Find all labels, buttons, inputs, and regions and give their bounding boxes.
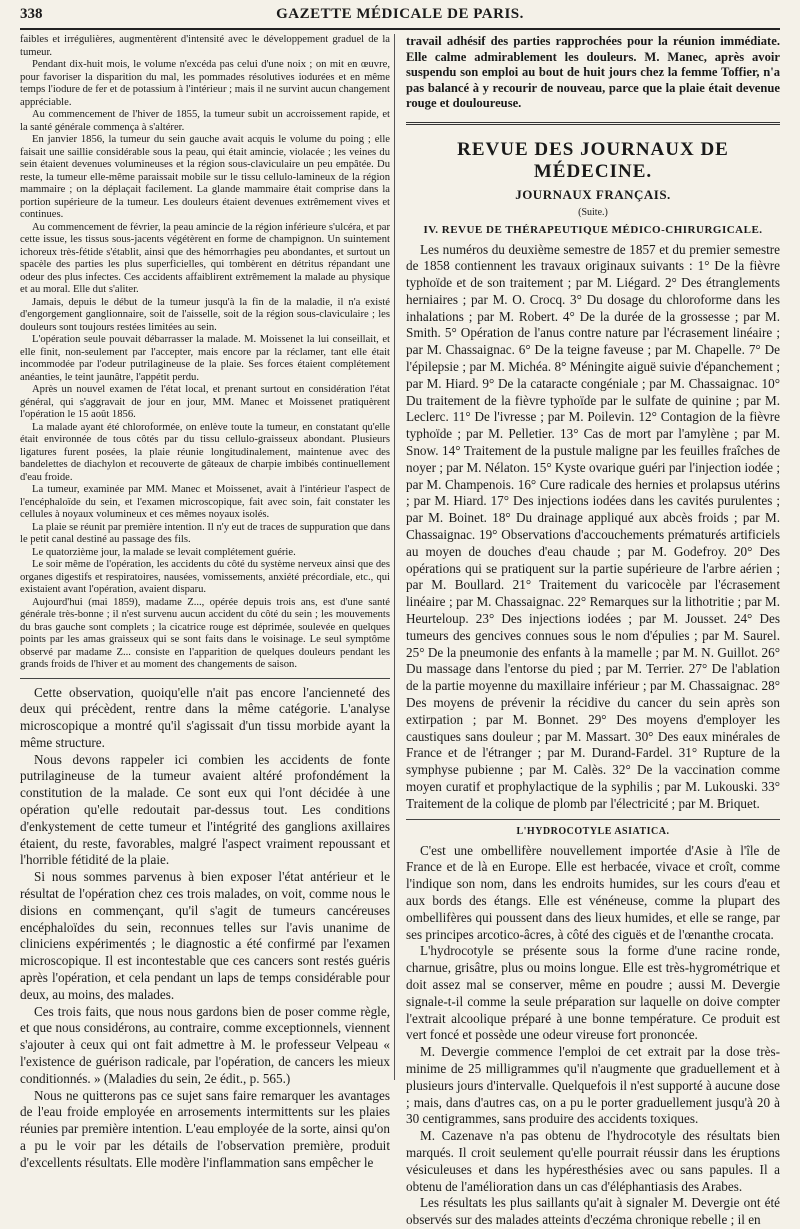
left-column xyxy=(20,34,390,1172)
continuation-text: travail adhésif des parties rapprochées pour la réunion immédiate. Elle calme admirablement les douleurs. M. Manec, après avoir suspendu son emploi au bout de huit jours chez la femme Toffier, n'a pas balancé à y recourir de nouveau, parce que la plaie était devenue rouge et douloureuse. xyxy=(406,34,780,110)
paragraph: M. Devergie commence l'emploi de cet extrait par la dose très-minime de 25 milligrammes qu'il n'augmente que graduellement et à plusieurs jours d'intervalle. Quelquefois il n'est supporté à aucune dose ; mais, dans d'autres cas, on a pu le porter graduellement jusqu'à 20 à 30 centigrammes, sans produire des accidents toxiques. xyxy=(406,1044,780,1127)
right-column xyxy=(406,34,780,1229)
review-subtitle: JOURNAUX FRANÇAIS. xyxy=(515,186,671,202)
paragraph: Ces trois faits, que nous nous gardons bien de poser comme règle, et que nous considérons, au contraire, comme exceptionnels, viennent s'ajouter à ceux qui ont fait admettre à M. le professeur Velpeau « l'existence de guérison radicale, par l'opération, de cancers les mieux conditionnés. » (Maladies du sein, 2e édit., p. 565.) xyxy=(20,1003,390,1086)
paragraph: Aujourd'hui (mai 1859), madame Z..., opérée depuis trois ans, est d'une santé générale très-bonne ; il n'est survenu aucun accident du côté du sein ; les mouvements du bras gauche sont complets ; la cicatrice rouge est déprimée, soulevée en quelques points par les amas graisseux qui se sont faits dans le voisinage. Le seul symptôme observé par madame Z... consiste en l'apparition de quelques douleurs pendant les grands froids de l'hiver et au moment des changements de saison. xyxy=(20,596,390,670)
paragraph: Après un nouvel examen de l'état local, et prenant surtout en considération l'état général, qui s'aggravait de jour en jour, MM. Manec et Moissenet pratiquèrent l'opération le 15 août 1856. xyxy=(20,384,390,420)
paragraph: Nous ne quitterons pas ce sujet sans faire remarquer les avantages de l'eau froide employée en arrosements intermittents sur les plaies réunies par première intention. L'eau employée de la sorte, ainsi qu'on a pu le voir par les détails de l'observation première, produit d'excellents résultats. Elle modère l'inflammation sans empêcher le xyxy=(20,1087,390,1170)
paragraph: Les numéros du deuxième semestre de 1857 et du premier semestre de 1858 contiennent les travaux originaux suivants : 1° De la fièvre typhoïde et de son traitement ; par M. Liégard. 2° Des étranglements herniaires ; par M. O. Crocq. 3° Du dosage du chloroforme dans les inhalations ; par M. Robert. 4° De la durée de la grossesse ; par M. Smith. 5° Opération de l'anus contre nature par l'écrasement linéaire ; par M. Chassaignac. 6° De la teigne faveuse ; par M. Chapelle. 7° De l'épilepsie ; par M. Michéa. 8° Méningite aiguë suivie d'épanchement ; par M. Hiard. 9° De la cataracte congéniale ; par M. Chassaignac. 10° Du traitement de la fièvre typhoïde par le sulfate de quinine ; par M. Leclerc. 11° De l'ivresse ; par M. Poilevin. 12° Contagion de la fièvre typhoïde ; par M. Pelletier. 13° Cas de mort par l'amylène ; par M. Snow. 14° Traitement de la pustule maligne par les feuilles fraîches de noyer ; par M. Nélaton. 15° Kyste ovarique guéri par l'injection iodée ; par M. Champenois. 16° Cure radicale des hernies et prolapsus utérins ; par M. Hiard. 17° Des injections iodées dans les cavités purulentes ; par M. Boinet. 18° Du drainage appliqué aux abcès froids ; par M. Chassaignac. 19° Observations d'accouchements prématurés artificiels au moyen de douches d'eau chaude ; par M. Godefroy. 20° Des opérations qui se pratiquent sur la partie supérieure de l'arbre aérien ; par M. Boullard. 21° Traitement du varicocèle par l'écrasement linéaire ; par M. Chassaignac. 22° Remarques sur la lithotritie ; par M. Heurteloup. 23° Des injections iodées ; par M. Jousset. 24° Des tumeurs des gencives connues sous le nom d'épulies ; par M. Saurel. 25° De la pneumonie des enfants à la mamelle ; par M. N. Guillot. 26° Du massage dans l'entorse du pied ; par M. Terrier. 27° De l'ablation de la partie moyenne du maxillaire inférieur ; par M. Chassaignac. 28° Des moyens de prévenir la récidive du cancer du sein après son extirpation ; par M. Bonnet. 29° Des moyens d'employer les caustiques sans douleur ; par M. Massart. 30° Des eaux minérales de France et de l'étranger ; par M. Durand-Fardel. 31° Rupture de la symphyse pubienne ; par M. Calès. 32° De la vaccination comme moyen curatif et prophylactique de la syphilis ; par M. Lukouski. 33° Traitement de la colique de plomb par l'électricité ; par M. Briquet. xyxy=(406,241,780,811)
paragraph: En janvier 1856, la tumeur du sein gauche avait acquis le volume du poing ; elle faisait une saillie considérable sous la peau, qui était amincie, violacée ; les veines du sein étaient devenues volumineuses et la région sous-claviculaire un peu empâtée. Du reste, la tumeur elle-même paraissait mobile sur le tissu cellulo-lamineux de la région mammaire ; on la déplaçait facilement. La glande mammaire était comprise dans la portion supérieure de la tumeur. Les douleurs étaient devenues extrêmement vives et continues. xyxy=(20,134,390,220)
paragraph: M. Cazenave n'a pas obtenu de l'hydrocotyle des résultats bien marqués. Il croit seulement qu'elle pourrait réussir dans les éruptions vésiculeuses et dans les hypéresthésies avec ou sans papules. Il a obtenu de l'amélioration dans un cas d'éléphantiasis des Arabes. xyxy=(406,1128,780,1194)
page-number: 338 xyxy=(20,6,43,22)
review-title: REVUE DES JOURNAUX DE MÉDECINE. xyxy=(457,138,729,182)
paragraph: La tumeur, examinée par MM. Manec et Moissenet, avait à l'intérieur l'aspect de l'encéphaloïde du sein, et l'examen microscopique, fait avec soin, fait constater les cellules à noyaux volumineux et ces mêmes noyaux isolés. xyxy=(20,484,390,520)
hydrocotyle-text xyxy=(406,843,780,1229)
page-header xyxy=(20,6,780,28)
paragraph: Le soir même de l'opération, les accidents du côté du système nerveux ainsi que des organes digestifs et respiratoires, nausées, vomissements, anxiété précordiale, etc., qui existaient avant l'opération, avaient disparu. xyxy=(20,559,390,595)
suite-label: (Suite.) xyxy=(578,206,608,218)
paragraph: Si nous sommes parvenus à bien exposer l'état antérieur et le résultat de l'opération chez ces trois malades, on voit, comme nous le disions en commençant, qu'il s'agit de tumeurs cancéreuses encéphaloïdes du sein, reconnues telles sur l'avis unanime de cliniciens expérimentés ; le diagnostic a été confirmé par l'examen microscopique. Il est incontestable que ces cancers sont restés guéris après l'opération, et cela pendant un laps de temps considérable pour deux, au moins, des malades. xyxy=(20,869,390,1002)
header-rule xyxy=(20,28,780,30)
section-rule xyxy=(406,819,780,820)
paragraph: Cette observation, quoiqu'elle n'ait pas encore l'ancienneté des deux qui précèdent, rentre dans la même catégorie. L'analyse microscopique a montré qu'il s'agissait d'un tissu morbide ayant la même structure. xyxy=(20,684,390,750)
paragraph: C'est une ombellifère nouvellement importée d'Asie à l'île de France et de là en Europe. Elle est herbacée, vivace et croît, comme l'indique son nom, dans les endroits humides, sur les cours d'eau et aux bords des étangs. Elle est vénéneuse, comme la plupart des ombellifères qui poussent dans des lieux humides, et elle se range, par ses principes arcotico-âcres, à côté des ciguës et de l'œnanthe crocata. xyxy=(406,842,780,942)
journal-title: GAZETTE MÉDICALE DE PARIS. xyxy=(276,6,524,22)
paragraph: L'hydrocotyle se présente sous la forme d'une racine ronde, charnue, grisâtre, plus ou moins longue. Elle est très-hygrométrique et doit assez mal se conserver, même en poudre ; aussi M. Devergie signale-t-il comme la seule préparation sur laquelle on doive compter l'extrait alcoolique préparé à une bonne température. Ce produit est vert foncé et possède une odeur vireuse fort prononcée. xyxy=(406,943,780,1043)
section-text xyxy=(406,242,780,813)
paragraph: La malade ayant été chloroformée, on enlève toute la tumeur, en constatant qu'elle était environnée de tous côtés par du tissu cellulo-graisseux abondant. Plusieurs ligatures furent posées, la plaie réunie longitudinalement, maintenue avec des bandelettes de diachylon et recouverte de gâteaux de charpie imbibés continuellement d'eau froide. xyxy=(20,421,390,483)
section-rule xyxy=(20,678,390,679)
paragraph: Au commencement de février, la peau amincie de la région inférieure s'ulcéra, et par cette issue, les tissus sous-jacents végétèrent en forme de champignon. Un suintement ichoreux très-fétide s'établit, ainsi que des hémorrhagies peu abondantes, et surtout un spacèle des parties les plus superficielles, qui tombèrent en détritus répandant une odeur des plus infectes. Ces accidents affaiblirent extrêmement la malade au physique et au moral. Elle dut s'aliter. xyxy=(20,221,390,295)
paragraph: faibles et irrégulières, augmentèrent d'intensité avec le développement graduel de la tumeur. xyxy=(20,34,390,58)
section-heading: IV. REVUE DE THÉRAPEUTIQUE MÉDICO-CHIRURGICALE. xyxy=(423,223,763,236)
paragraph: La plaie se réunit par première intention. Il n'y eut de traces de suppuration que dans le petit canal destiné au passage des fils. xyxy=(20,521,390,545)
observation-text xyxy=(20,34,390,672)
commentary-text xyxy=(20,685,390,1172)
paragraph: Les résultats les plus saillants qu'ait à signaler M. Devergie ont été observés sur des malades atteints d'eczéma chronique rebelle ; il en xyxy=(406,1195,780,1228)
section-rule xyxy=(406,122,780,125)
paragraph: Jamais, depuis le début de la tumeur jusqu'à la fin de la maladie, il n'a existé d'engorgement ganglionnaire, soit de l'aisselle, soit de la région sous-claviculaire ; les douleurs sont toujours restées limitées au sein. xyxy=(20,296,390,333)
paragraph: L'opération seule pouvait débarrasser la malade. M. Moissenet la lui conseillait, et elle finit, non-seulement par l'accepter, mais encore par la réclamer, tant elle était incommodée par l'odeur putrilagineuse de la plaie. Ses forces étaient complétement anéanties, le teint jaunâtre, l'appétit perdu. xyxy=(20,334,390,383)
paragraph: Le quatorzième jour, la malade se levait complétement guérie. xyxy=(32,546,296,558)
column-divider xyxy=(394,34,395,1080)
hydrocotyle-heading: L'HYDROCOTYLE ASIATICA. xyxy=(516,825,670,837)
paragraph: Nous devons rappeler ici combien les accidents de fonte putrilagineuse de la tumeur avaient altéré profondément la constitution de la malade. Ce sont eux qui l'ont décidée à une opération qu'elle redoutait par-dessus tout. Les conditions d'enkystement de cette tumeur et l'intégrité des ganglions axillaires étaient, du reste, favorables, malgré l'aspect vraiment repoussant et l'horrible fétidité de la plaie. xyxy=(20,751,390,868)
paragraph: Pendant dix-huit mois, le volume n'excéda pas celui d'une noix ; on mit en œuvre, pour favoriser la disparition du mal, les pommades résolutives iodurées et en même temps l'iodure de fer et de potassium à l'intérieur ; mais il ne survint aucun changement appréciable. xyxy=(20,59,390,108)
paragraph: Au commencement de l'hiver de 1855, la tumeur subit un accroissement rapide, et la santé générale commença à s'altérer. xyxy=(20,109,390,133)
